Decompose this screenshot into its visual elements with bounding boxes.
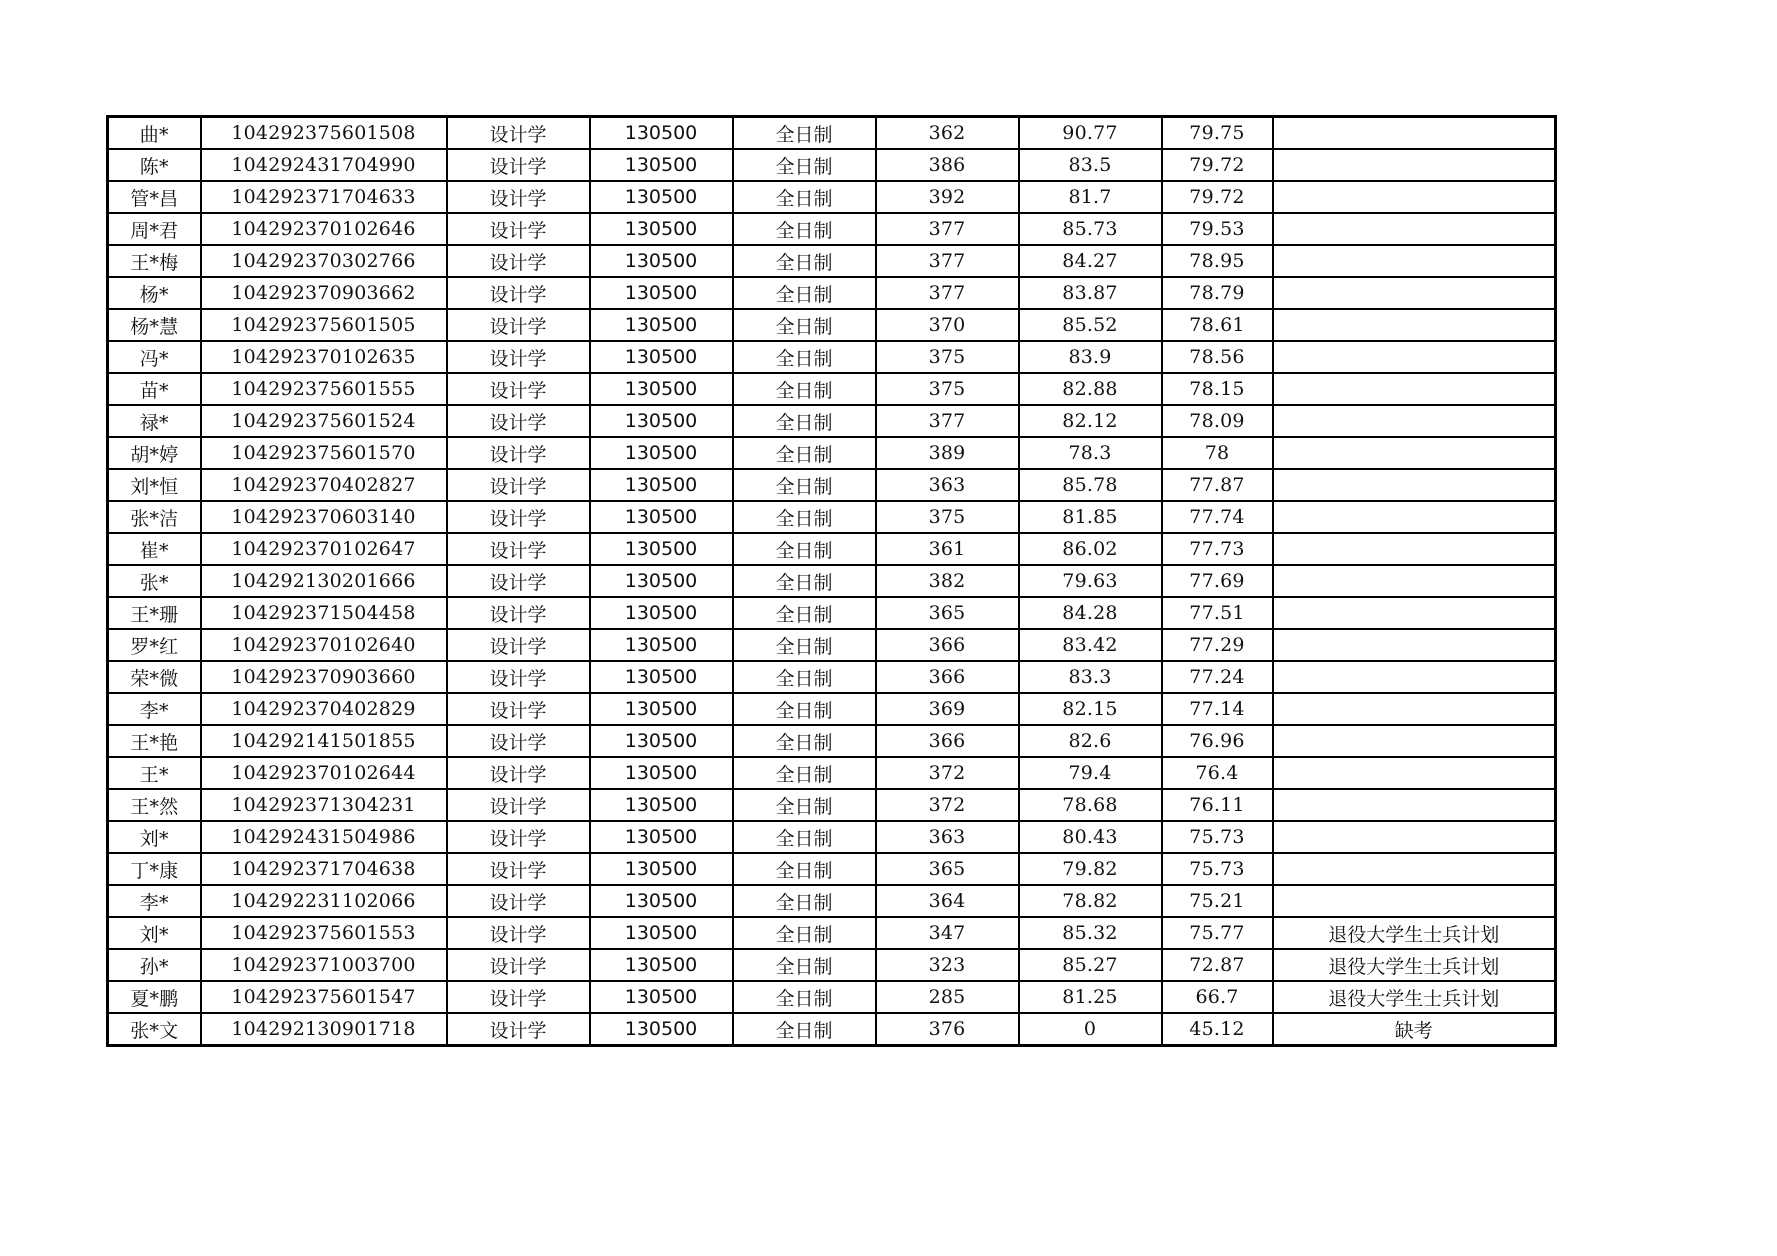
- total-score-cell: 77.29: [1162, 629, 1273, 661]
- major-cell: 设计学: [447, 533, 590, 565]
- preliminary-score-cell: 323: [876, 949, 1019, 981]
- exam-id-cell: 104292371704633: [201, 181, 447, 213]
- table-row: [108, 597, 1556, 629]
- major-code-cell: 130500: [590, 469, 733, 501]
- retest-score-cell: 85.78: [1019, 469, 1162, 501]
- study-mode-cell: 全日制: [733, 437, 876, 469]
- study-mode-cell: 全日制: [733, 757, 876, 789]
- retest-score-cell: 85.73: [1019, 213, 1162, 245]
- score-table: [106, 115, 1557, 1047]
- preliminary-score-cell: 364: [876, 885, 1019, 917]
- remark-cell: [1273, 277, 1556, 309]
- major-code-cell: 130500: [590, 885, 733, 917]
- retest-score-cell: 81.85: [1019, 501, 1162, 533]
- candidate-name-cell: 王*珊: [108, 597, 201, 629]
- study-mode-cell: 全日制: [733, 821, 876, 853]
- candidate-name-cell: 王*艳: [108, 725, 201, 757]
- table-row: [108, 405, 1556, 437]
- study-mode-cell: 全日制: [733, 373, 876, 405]
- exam-id-cell: 104292370102644: [201, 757, 447, 789]
- major-cell: 设计学: [447, 1013, 590, 1046]
- remark-cell: 退役大学生士兵计划: [1273, 949, 1556, 981]
- remark-cell: [1273, 629, 1556, 661]
- major-cell: 设计学: [447, 725, 590, 757]
- preliminary-score-cell: 375: [876, 373, 1019, 405]
- major-code-cell: 130500: [590, 181, 733, 213]
- total-score-cell: 79.72: [1162, 181, 1273, 213]
- major-code-cell: 130500: [590, 725, 733, 757]
- major-code-cell: 130500: [590, 437, 733, 469]
- table-row: [108, 117, 1556, 150]
- candidate-name-cell: 陈*: [108, 149, 201, 181]
- major-cell: 设计学: [447, 917, 590, 949]
- retest-score-cell: 84.28: [1019, 597, 1162, 629]
- remark-cell: [1273, 405, 1556, 437]
- remark-cell: 退役大学生士兵计划: [1273, 981, 1556, 1013]
- table-row: [108, 949, 1556, 981]
- preliminary-score-cell: 363: [876, 469, 1019, 501]
- remark-cell: [1273, 757, 1556, 789]
- study-mode-cell: 全日制: [733, 597, 876, 629]
- total-score-cell: 76.4: [1162, 757, 1273, 789]
- total-score-cell: 66.7: [1162, 981, 1273, 1013]
- study-mode-cell: 全日制: [733, 789, 876, 821]
- total-score-cell: 77.24: [1162, 661, 1273, 693]
- candidate-name-cell: 王*梅: [108, 245, 201, 277]
- remark-cell: [1273, 501, 1556, 533]
- total-score-cell: 78.56: [1162, 341, 1273, 373]
- major-cell: 设计学: [447, 597, 590, 629]
- major-cell: 设计学: [447, 213, 590, 245]
- major-code-cell: 130500: [590, 597, 733, 629]
- exam-id-cell: 104292370903660: [201, 661, 447, 693]
- preliminary-score-cell: 377: [876, 405, 1019, 437]
- study-mode-cell: 全日制: [733, 181, 876, 213]
- preliminary-score-cell: 392: [876, 181, 1019, 213]
- total-score-cell: 75.73: [1162, 853, 1273, 885]
- exam-id-cell: 104292371003700: [201, 949, 447, 981]
- candidate-name-cell: 崔*: [108, 533, 201, 565]
- total-score-cell: 75.73: [1162, 821, 1273, 853]
- candidate-name-cell: 苗*: [108, 373, 201, 405]
- study-mode-cell: 全日制: [733, 309, 876, 341]
- major-code-cell: 130500: [590, 501, 733, 533]
- retest-score-cell: 81.25: [1019, 981, 1162, 1013]
- retest-score-cell: 79.4: [1019, 757, 1162, 789]
- candidate-name-cell: 夏*鹏: [108, 981, 201, 1013]
- total-score-cell: 78.15: [1162, 373, 1273, 405]
- preliminary-score-cell: 347: [876, 917, 1019, 949]
- remark-cell: [1273, 149, 1556, 181]
- study-mode-cell: 全日制: [733, 213, 876, 245]
- major-cell: 设计学: [447, 949, 590, 981]
- retest-score-cell: 79.63: [1019, 565, 1162, 597]
- major-cell: 设计学: [447, 469, 590, 501]
- study-mode-cell: 全日制: [733, 661, 876, 693]
- exam-id-cell: 104292371304231: [201, 789, 447, 821]
- preliminary-score-cell: 375: [876, 501, 1019, 533]
- table-row: [108, 1013, 1556, 1046]
- table-row: [108, 213, 1556, 245]
- exam-id-cell: 104292130201666: [201, 565, 447, 597]
- retest-score-cell: 83.3: [1019, 661, 1162, 693]
- major-code-cell: 130500: [590, 821, 733, 853]
- study-mode-cell: 全日制: [733, 277, 876, 309]
- exam-id-cell: 104292370302766: [201, 245, 447, 277]
- major-code-cell: 130500: [590, 373, 733, 405]
- table-row: [108, 277, 1556, 309]
- major-code-cell: 130500: [590, 117, 733, 150]
- retest-score-cell: 84.27: [1019, 245, 1162, 277]
- major-code-cell: 130500: [590, 757, 733, 789]
- major-cell: 设计学: [447, 661, 590, 693]
- retest-score-cell: 90.77: [1019, 117, 1162, 150]
- major-code-cell: 130500: [590, 1013, 733, 1046]
- table-row: [108, 565, 1556, 597]
- study-mode-cell: 全日制: [733, 853, 876, 885]
- major-cell: 设计学: [447, 405, 590, 437]
- remark-cell: [1273, 885, 1556, 917]
- major-code-cell: 130500: [590, 245, 733, 277]
- remark-cell: 缺考: [1273, 1013, 1556, 1046]
- major-code-cell: 130500: [590, 213, 733, 245]
- preliminary-score-cell: 382: [876, 565, 1019, 597]
- major-cell: 设计学: [447, 693, 590, 725]
- table-row: [108, 629, 1556, 661]
- retest-score-cell: 83.42: [1019, 629, 1162, 661]
- total-score-cell: 72.87: [1162, 949, 1273, 981]
- total-score-cell: 77.14: [1162, 693, 1273, 725]
- exam-id-cell: 104292231102066: [201, 885, 447, 917]
- remark-cell: [1273, 597, 1556, 629]
- candidate-name-cell: 刘*恒: [108, 469, 201, 501]
- major-code-cell: 130500: [590, 341, 733, 373]
- major-cell: 设计学: [447, 117, 590, 150]
- total-score-cell: 78: [1162, 437, 1273, 469]
- candidate-name-cell: 刘*: [108, 917, 201, 949]
- retest-score-cell: 78.68: [1019, 789, 1162, 821]
- retest-score-cell: 82.88: [1019, 373, 1162, 405]
- table-row: [108, 181, 1556, 213]
- total-score-cell: 77.73: [1162, 533, 1273, 565]
- table-row: [108, 885, 1556, 917]
- major-code-cell: 130500: [590, 853, 733, 885]
- candidate-name-cell: 孙*: [108, 949, 201, 981]
- table-row: [108, 661, 1556, 693]
- candidate-name-cell: 王*然: [108, 789, 201, 821]
- remark-cell: [1273, 309, 1556, 341]
- retest-score-cell: 83.9: [1019, 341, 1162, 373]
- remark-cell: [1273, 661, 1556, 693]
- major-code-cell: 130500: [590, 981, 733, 1013]
- study-mode-cell: 全日制: [733, 949, 876, 981]
- total-score-cell: 79.75: [1162, 117, 1273, 150]
- table-row: [108, 309, 1556, 341]
- candidate-name-cell: 杨*: [108, 277, 201, 309]
- exam-id-cell: 104292370102647: [201, 533, 447, 565]
- exam-id-cell: 104292370102635: [201, 341, 447, 373]
- major-cell: 设计学: [447, 629, 590, 661]
- total-score-cell: 45.12: [1162, 1013, 1273, 1046]
- major-code-cell: 130500: [590, 949, 733, 981]
- total-score-cell: 76.96: [1162, 725, 1273, 757]
- remark-cell: [1273, 117, 1556, 150]
- total-score-cell: 78.09: [1162, 405, 1273, 437]
- major-code-cell: 130500: [590, 149, 733, 181]
- candidate-name-cell: 禄*: [108, 405, 201, 437]
- major-cell: 设计学: [447, 501, 590, 533]
- table-row: [108, 981, 1556, 1013]
- major-cell: 设计学: [447, 437, 590, 469]
- major-code-cell: 130500: [590, 277, 733, 309]
- study-mode-cell: 全日制: [733, 117, 876, 150]
- study-mode-cell: 全日制: [733, 981, 876, 1013]
- remark-cell: [1273, 853, 1556, 885]
- preliminary-score-cell: 370: [876, 309, 1019, 341]
- retest-score-cell: 83.87: [1019, 277, 1162, 309]
- preliminary-score-cell: 366: [876, 661, 1019, 693]
- major-cell: 设计学: [447, 981, 590, 1013]
- preliminary-score-cell: 377: [876, 213, 1019, 245]
- major-cell: 设计学: [447, 373, 590, 405]
- candidate-name-cell: 罗*红: [108, 629, 201, 661]
- exam-id-cell: 104292431704990: [201, 149, 447, 181]
- preliminary-score-cell: 376: [876, 1013, 1019, 1046]
- major-code-cell: 130500: [590, 693, 733, 725]
- major-cell: 设计学: [447, 565, 590, 597]
- study-mode-cell: 全日制: [733, 629, 876, 661]
- retest-score-cell: 82.6: [1019, 725, 1162, 757]
- retest-score-cell: 82.12: [1019, 405, 1162, 437]
- exam-id-cell: 104292375601508: [201, 117, 447, 150]
- candidate-name-cell: 杨*慧: [108, 309, 201, 341]
- exam-id-cell: 104292375601553: [201, 917, 447, 949]
- remark-cell: [1273, 565, 1556, 597]
- exam-id-cell: 104292370102646: [201, 213, 447, 245]
- remark-cell: [1273, 693, 1556, 725]
- major-cell: 设计学: [447, 277, 590, 309]
- table-row: [108, 341, 1556, 373]
- major-cell: 设计学: [447, 245, 590, 277]
- table-row: [108, 725, 1556, 757]
- preliminary-score-cell: 375: [876, 341, 1019, 373]
- preliminary-score-cell: 386: [876, 149, 1019, 181]
- exam-id-cell: 104292370603140: [201, 501, 447, 533]
- preliminary-score-cell: 362: [876, 117, 1019, 150]
- exam-id-cell: 104292371704638: [201, 853, 447, 885]
- study-mode-cell: 全日制: [733, 917, 876, 949]
- total-score-cell: 79.53: [1162, 213, 1273, 245]
- major-code-cell: 130500: [590, 917, 733, 949]
- exam-id-cell: 104292375601547: [201, 981, 447, 1013]
- major-cell: 设计学: [447, 757, 590, 789]
- table-row: [108, 853, 1556, 885]
- exam-id-cell: 104292370402829: [201, 693, 447, 725]
- preliminary-score-cell: 365: [876, 597, 1019, 629]
- remark-cell: [1273, 341, 1556, 373]
- retest-score-cell: 0: [1019, 1013, 1162, 1046]
- remark-cell: [1273, 469, 1556, 501]
- candidate-name-cell: 张*: [108, 565, 201, 597]
- exam-id-cell: 104292141501855: [201, 725, 447, 757]
- table-row: [108, 757, 1556, 789]
- candidate-name-cell: 刘*: [108, 821, 201, 853]
- exam-id-cell: 104292130901718: [201, 1013, 447, 1046]
- major-code-cell: 130500: [590, 661, 733, 693]
- table-row: [108, 373, 1556, 405]
- table-row: [108, 469, 1556, 501]
- retest-score-cell: 86.02: [1019, 533, 1162, 565]
- total-score-cell: 77.74: [1162, 501, 1273, 533]
- preliminary-score-cell: 389: [876, 437, 1019, 469]
- study-mode-cell: 全日制: [733, 1013, 876, 1046]
- candidate-name-cell: 李*: [108, 693, 201, 725]
- major-cell: 设计学: [447, 181, 590, 213]
- table-row: [108, 821, 1556, 853]
- remark-cell: [1273, 725, 1556, 757]
- major-code-cell: 130500: [590, 629, 733, 661]
- candidate-name-cell: 张*洁: [108, 501, 201, 533]
- candidate-name-cell: 荣*微: [108, 661, 201, 693]
- table-row: [108, 501, 1556, 533]
- remark-cell: [1273, 245, 1556, 277]
- major-code-cell: 130500: [590, 405, 733, 437]
- total-score-cell: 78.61: [1162, 309, 1273, 341]
- study-mode-cell: 全日制: [733, 501, 876, 533]
- table-row: [108, 149, 1556, 181]
- preliminary-score-cell: 377: [876, 277, 1019, 309]
- retest-score-cell: 85.32: [1019, 917, 1162, 949]
- retest-score-cell: 78.3: [1019, 437, 1162, 469]
- exam-id-cell: 104292371504458: [201, 597, 447, 629]
- major-cell: 设计学: [447, 309, 590, 341]
- study-mode-cell: 全日制: [733, 533, 876, 565]
- remark-cell: [1273, 533, 1556, 565]
- major-code-cell: 130500: [590, 565, 733, 597]
- total-score-cell: 75.77: [1162, 917, 1273, 949]
- candidate-name-cell: 张*文: [108, 1013, 201, 1046]
- retest-score-cell: 83.5: [1019, 149, 1162, 181]
- preliminary-score-cell: 366: [876, 629, 1019, 661]
- preliminary-score-cell: 377: [876, 245, 1019, 277]
- retest-score-cell: 85.52: [1019, 309, 1162, 341]
- table-row: [108, 533, 1556, 565]
- exam-id-cell: 104292370402827: [201, 469, 447, 501]
- total-score-cell: 77.87: [1162, 469, 1273, 501]
- preliminary-score-cell: 366: [876, 725, 1019, 757]
- preliminary-score-cell: 369: [876, 693, 1019, 725]
- retest-score-cell: 81.7: [1019, 181, 1162, 213]
- exam-id-cell: 104292375601505: [201, 309, 447, 341]
- retest-score-cell: 80.43: [1019, 821, 1162, 853]
- exam-id-cell: 104292375601555: [201, 373, 447, 405]
- exam-id-cell: 104292375601524: [201, 405, 447, 437]
- preliminary-score-cell: 372: [876, 789, 1019, 821]
- study-mode-cell: 全日制: [733, 693, 876, 725]
- candidate-name-cell: 王*: [108, 757, 201, 789]
- table-row: [108, 917, 1556, 949]
- study-mode-cell: 全日制: [733, 885, 876, 917]
- exam-id-cell: 104292431504986: [201, 821, 447, 853]
- remark-cell: [1273, 373, 1556, 405]
- study-mode-cell: 全日制: [733, 405, 876, 437]
- remark-cell: [1273, 437, 1556, 469]
- candidate-name-cell: 曲*: [108, 117, 201, 150]
- table-row: [108, 693, 1556, 725]
- table-row: [108, 245, 1556, 277]
- exam-id-cell: 104292375601570: [201, 437, 447, 469]
- study-mode-cell: 全日制: [733, 341, 876, 373]
- preliminary-score-cell: 285: [876, 981, 1019, 1013]
- study-mode-cell: 全日制: [733, 245, 876, 277]
- total-score-cell: 77.51: [1162, 597, 1273, 629]
- total-score-cell: 79.72: [1162, 149, 1273, 181]
- total-score-cell: 78.95: [1162, 245, 1273, 277]
- preliminary-score-cell: 365: [876, 853, 1019, 885]
- major-cell: 设计学: [447, 341, 590, 373]
- total-score-cell: 75.21: [1162, 885, 1273, 917]
- preliminary-score-cell: 363: [876, 821, 1019, 853]
- study-mode-cell: 全日制: [733, 565, 876, 597]
- table-row: [108, 789, 1556, 821]
- major-code-cell: 130500: [590, 533, 733, 565]
- retest-score-cell: 82.15: [1019, 693, 1162, 725]
- candidate-name-cell: 冯*: [108, 341, 201, 373]
- score-table-body: [108, 117, 1556, 1046]
- study-mode-cell: 全日制: [733, 469, 876, 501]
- study-mode-cell: 全日制: [733, 149, 876, 181]
- table-row: [108, 437, 1556, 469]
- candidate-name-cell: 胡*婷: [108, 437, 201, 469]
- major-cell: 设计学: [447, 885, 590, 917]
- candidate-name-cell: 管*昌: [108, 181, 201, 213]
- total-score-cell: 76.11: [1162, 789, 1273, 821]
- preliminary-score-cell: 372: [876, 757, 1019, 789]
- remark-cell: [1273, 213, 1556, 245]
- total-score-cell: 77.69: [1162, 565, 1273, 597]
- retest-score-cell: 78.82: [1019, 885, 1162, 917]
- total-score-cell: 78.79: [1162, 277, 1273, 309]
- major-code-cell: 130500: [590, 309, 733, 341]
- major-code-cell: 130500: [590, 789, 733, 821]
- remark-cell: [1273, 789, 1556, 821]
- retest-score-cell: 85.27: [1019, 949, 1162, 981]
- major-cell: 设计学: [447, 149, 590, 181]
- candidate-name-cell: 李*: [108, 885, 201, 917]
- study-mode-cell: 全日制: [733, 725, 876, 757]
- retest-score-cell: 79.82: [1019, 853, 1162, 885]
- remark-cell: [1273, 821, 1556, 853]
- major-cell: 设计学: [447, 821, 590, 853]
- remark-cell: 退役大学生士兵计划: [1273, 917, 1556, 949]
- exam-id-cell: 104292370102640: [201, 629, 447, 661]
- candidate-name-cell: 丁*康: [108, 853, 201, 885]
- candidate-name-cell: 周*君: [108, 213, 201, 245]
- preliminary-score-cell: 361: [876, 533, 1019, 565]
- major-cell: 设计学: [447, 789, 590, 821]
- exam-id-cell: 104292370903662: [201, 277, 447, 309]
- major-cell: 设计学: [447, 853, 590, 885]
- remark-cell: [1273, 181, 1556, 213]
